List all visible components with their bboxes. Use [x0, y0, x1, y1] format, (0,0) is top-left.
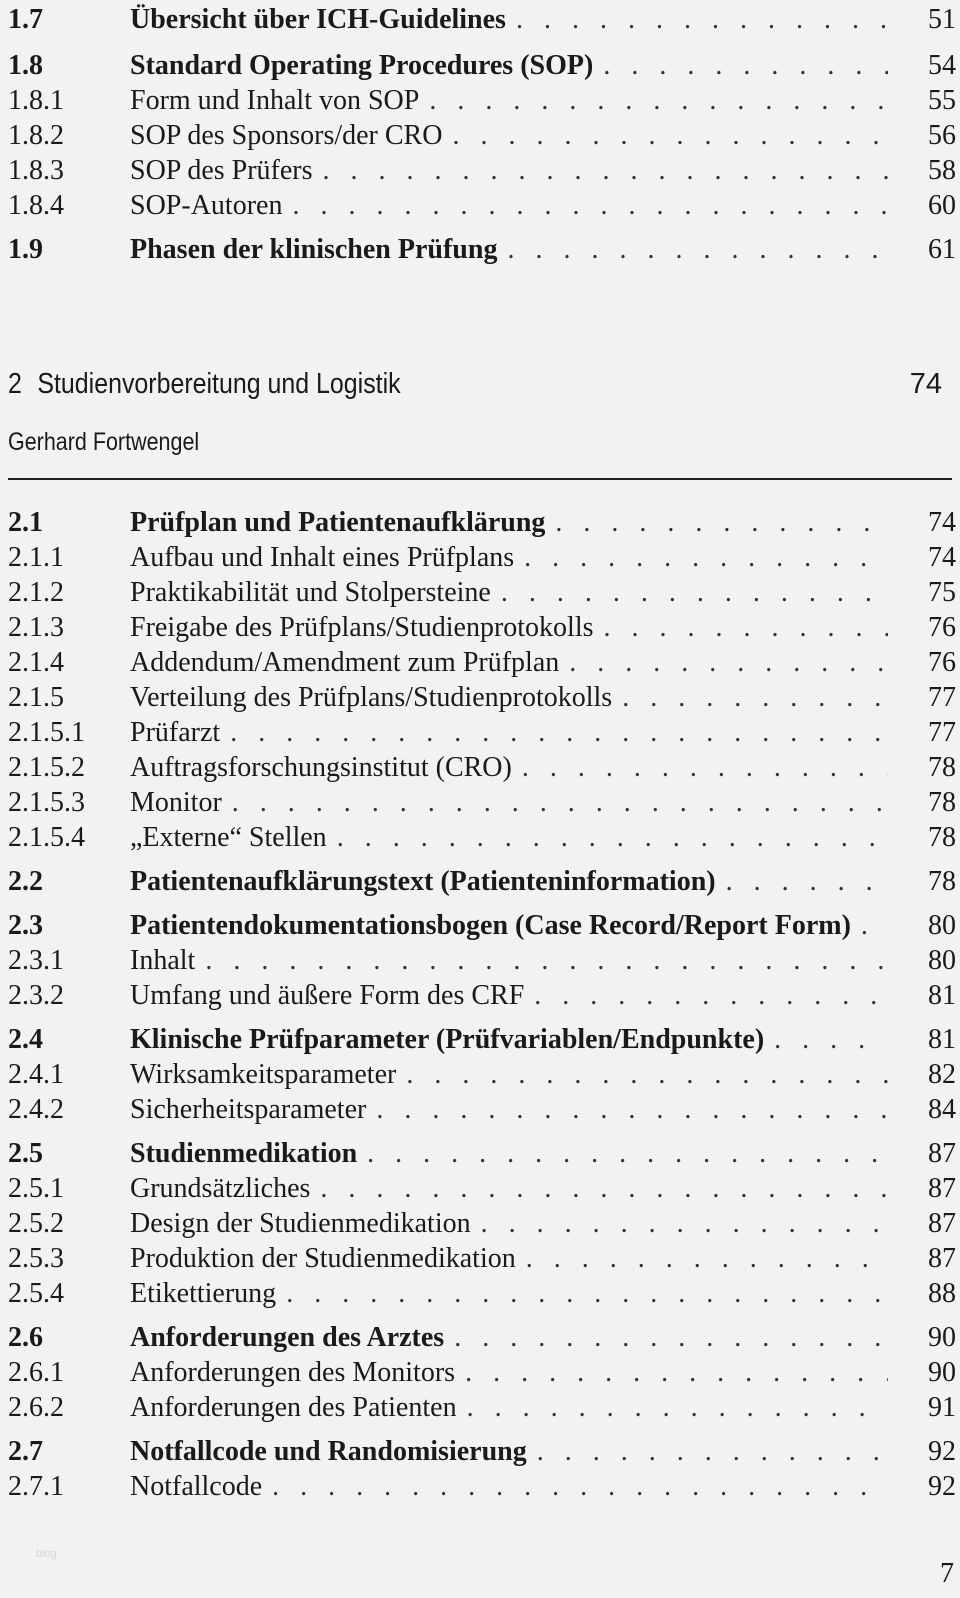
- toc-entry-page: 82: [928, 1059, 956, 1090]
- toc-entry[interactable]: [0, 232, 960, 268]
- dot-leader: [516, 2, 888, 38]
- toc-entry-number: 2.3: [8, 910, 43, 941]
- chapter-number: 2: [8, 368, 22, 400]
- chapter-author: Gerhard Fortwengel: [8, 428, 200, 456]
- toc-entry-page: 87: [928, 1138, 956, 1169]
- dot-leader: [230, 715, 888, 751]
- toc-entry[interactable]: [0, 820, 960, 856]
- toc-entry-number: 2.1.5.4: [8, 822, 85, 853]
- toc-entry-title: Notfallcode und Randomisierung: [130, 1436, 527, 1467]
- toc-entry-title: Verteilung des Prüfplans/Studienprotokolls: [130, 682, 613, 713]
- toc-entry-number: 2.5.2: [8, 1208, 64, 1239]
- toc-entry-number: 2.6.2: [8, 1392, 64, 1423]
- toc-entry[interactable]: [0, 1320, 960, 1356]
- dot-leader: [603, 48, 888, 84]
- toc-entry-number: 2.5.3: [8, 1243, 64, 1274]
- toc-entry-number: 1.9: [8, 234, 43, 265]
- dot-leader: [774, 1022, 888, 1058]
- toc-entry-number: 2.6: [8, 1322, 43, 1353]
- toc-entry-title: Prüfarzt: [130, 717, 221, 748]
- toc-entry-number: 2.3.1: [8, 945, 64, 976]
- toc-entry[interactable]: [0, 715, 960, 751]
- toc-entry-number: 1.8.1: [8, 85, 64, 116]
- toc-entry[interactable]: [0, 1022, 960, 1058]
- toc-entry-title: Sicherheitsparameter: [130, 1094, 367, 1125]
- toc-entry[interactable]: [0, 505, 960, 541]
- toc-entry-title: Patientendokumentationsbogen (Case Record/Report Form): [130, 910, 851, 941]
- dot-leader: [376, 1092, 888, 1128]
- toc-entry-page: 51: [928, 4, 956, 35]
- toc-entry[interactable]: [0, 1355, 960, 1391]
- toc-entry-title: Klinische Prüfparameter (Prüfvariablen/Endpunkte): [130, 1024, 765, 1055]
- toc-entry-title: Wirksamkeitsparameter: [130, 1059, 397, 1090]
- dot-leader: [320, 1171, 888, 1207]
- toc-entry-title: SOP des Prüfers: [130, 155, 313, 186]
- toc-entry-title: Anforderungen des Monitors: [130, 1357, 456, 1388]
- toc-entry-title: Auftragsforschungsinstitut (CRO): [130, 752, 512, 783]
- toc-entry[interactable]: [0, 188, 960, 224]
- dot-leader: [555, 505, 888, 541]
- toc-entry-page: 58: [928, 155, 956, 186]
- toc-entry-title: Grundsätzliches: [130, 1173, 311, 1204]
- dot-leader: [507, 232, 888, 268]
- dot-leader: [429, 83, 888, 119]
- toc-entry-title: Patientenaufklärungstext (Patienteninformation): [130, 866, 716, 897]
- toc-entry-page: 87: [928, 1208, 956, 1239]
- toc-entry-page: 60: [928, 190, 956, 221]
- toc-entry-title: Anforderungen des Patienten: [130, 1392, 457, 1423]
- toc-entry[interactable]: [0, 575, 960, 611]
- toc-entry[interactable]: [0, 864, 960, 900]
- toc-entry-page: 74: [928, 507, 956, 538]
- toc-entry[interactable]: [0, 908, 960, 944]
- chapter-page: 74: [909, 368, 942, 400]
- toc-entry-title: Übersicht über ICH-Guidelines: [130, 4, 506, 35]
- toc-entry-title: Phasen der klinischen Prüfung: [130, 234, 498, 265]
- dot-leader: [286, 1276, 888, 1312]
- toc-entry-title: SOP des Sponsors/der CRO: [130, 120, 443, 151]
- toc-entry-number: 2.1: [8, 507, 43, 538]
- dot-leader: [501, 575, 888, 611]
- toc-entry-number: 2.3.2: [8, 980, 64, 1011]
- toc-entry-title: Produktion der Studienmedikation: [130, 1243, 516, 1274]
- toc-entry-title: Monitor: [130, 787, 222, 818]
- toc-entry-number: 1.8.2: [8, 120, 64, 151]
- toc-entry-page: 84: [928, 1094, 956, 1125]
- toc-entry[interactable]: [0, 645, 960, 681]
- toc-entry-number: 2.2: [8, 866, 43, 897]
- toc-entry-page: 78: [928, 752, 956, 783]
- toc-entry-number: 2.1.4: [8, 647, 64, 678]
- toc-entry[interactable]: [0, 1469, 960, 1505]
- toc-entry-page: 80: [928, 910, 956, 941]
- horizontal-rule: [8, 478, 952, 480]
- toc-entry-title: Form und Inhalt von SOP: [130, 85, 420, 116]
- toc-entry-number: 1.7: [8, 4, 43, 35]
- toc-entry-page: 87: [928, 1243, 956, 1274]
- toc-entry-page: 90: [928, 1322, 956, 1353]
- toc-entry-number: 2.4.2: [8, 1094, 64, 1125]
- toc-entry[interactable]: [0, 1390, 960, 1426]
- toc-entry-page: 87: [928, 1173, 956, 1204]
- toc-entry[interactable]: [0, 680, 960, 716]
- toc-entry-page: 92: [928, 1436, 956, 1467]
- dot-leader: [622, 680, 888, 716]
- toc-entry-number: 2.7.1: [8, 1471, 64, 1502]
- toc-entry-number: 2.4: [8, 1024, 43, 1055]
- dot-leader: [337, 820, 888, 856]
- toc-entry[interactable]: [0, 1276, 960, 1312]
- toc-entry-page: 76: [928, 612, 956, 643]
- dot-leader: [467, 1390, 888, 1426]
- toc-entry-page: 92: [928, 1471, 956, 1502]
- toc-entry[interactable]: [0, 1241, 960, 1277]
- toc-entry-page: 77: [928, 717, 956, 748]
- toc-entry-number: 2.1.2: [8, 577, 64, 608]
- dot-leader: [367, 1136, 888, 1172]
- dot-leader: [205, 943, 888, 979]
- toc-entry[interactable]: [0, 785, 960, 821]
- toc-entry[interactable]: [0, 540, 960, 576]
- dot-leader: [272, 1469, 888, 1505]
- dot-leader: [526, 1241, 888, 1277]
- toc-entry-title: „Externe“ Stellen: [130, 822, 327, 853]
- dot-leader: [569, 645, 888, 681]
- toc-entry-number: 2.6.1: [8, 1357, 64, 1388]
- toc-entry-page: 90: [928, 1357, 956, 1388]
- toc-entry-number: 1.8.4: [8, 190, 64, 221]
- toc-entry-title: SOP-Autoren: [130, 190, 283, 221]
- toc-entry-title: Prüfplan und Patientenaufklärung: [130, 507, 546, 538]
- toc-entry[interactable]: [0, 1434, 960, 1470]
- toc-entry-title: Addendum/Amendment zum Prüfplan: [130, 647, 560, 678]
- toc-entry-page: 76: [928, 647, 956, 678]
- toc-entry-page: 78: [928, 866, 956, 897]
- toc-entry-page: 74: [928, 542, 956, 573]
- toc-entry-title: Aufbau und Inhalt eines Prüfplans: [130, 542, 515, 573]
- dot-leader: [726, 864, 888, 900]
- toc-entry-title: Etikettierung: [130, 1278, 277, 1309]
- toc-entry-number: 2.5.4: [8, 1278, 64, 1309]
- toc-entry[interactable]: [0, 943, 960, 979]
- toc-entry-number: 2.1.5: [8, 682, 64, 713]
- toc-entry-page: 78: [928, 787, 956, 818]
- toc-entry-page: 81: [928, 1024, 956, 1055]
- toc-entry[interactable]: [0, 1171, 960, 1207]
- dot-leader: [604, 610, 888, 646]
- dot-leader: [522, 750, 888, 786]
- toc-entry-page: 56: [928, 120, 956, 151]
- toc-entry[interactable]: [0, 1057, 960, 1093]
- dot-leader: [861, 908, 888, 944]
- toc-entry[interactable]: [0, 750, 960, 786]
- toc-entry[interactable]: [0, 153, 960, 189]
- toc-entry-page: 61: [928, 234, 956, 265]
- dot-leader: [323, 153, 888, 189]
- toc-entry-number: 2.5: [8, 1138, 43, 1169]
- chapter-heading: [8, 368, 954, 401]
- toc-entry-title: Studienmedikation: [130, 1138, 358, 1169]
- toc-entry-title: Standard Operating Procedures (SOP): [130, 50, 594, 81]
- toc-entry-page: 80: [928, 945, 956, 976]
- chapter-title: Studienvorbereitung und Logistik: [37, 368, 401, 400]
- toc-entry-title: Praktikabilität und Stolpersteine: [130, 577, 491, 608]
- toc-entry-number: 2.1.5.1: [8, 717, 85, 748]
- section-divider: [0, 290, 960, 291]
- toc-entry[interactable]: [0, 1136, 960, 1172]
- toc-entry-title: Notfallcode: [130, 1471, 263, 1502]
- toc-entry-page: 91: [928, 1392, 956, 1423]
- toc-entry-title: Anforderungen des Arztes: [130, 1322, 445, 1353]
- toc-entry[interactable]: [0, 1092, 960, 1128]
- toc-entry[interactable]: [0, 83, 960, 119]
- toc-entry[interactable]: [0, 2, 960, 38]
- toc-entry-title: Design der Studienmedikation: [130, 1208, 471, 1239]
- toc-entry-page: 75: [928, 577, 956, 608]
- toc-entry[interactable]: [0, 48, 960, 84]
- toc-entry-page: 88: [928, 1278, 956, 1309]
- dot-leader: [537, 1434, 888, 1470]
- watermark: blog: [36, 1548, 57, 1560]
- toc-entry-number: 2.5.1: [8, 1173, 64, 1204]
- toc-entry-title: Umfang und äußere Form des CRF: [130, 980, 525, 1011]
- dot-leader: [454, 1320, 888, 1356]
- page-number: 7: [940, 1558, 954, 1589]
- toc-entry[interactable]: [0, 1206, 960, 1242]
- toc-entry-number: 2.1.1: [8, 542, 64, 573]
- toc-entry-number: 2.1.5.2: [8, 752, 85, 783]
- toc-entry-number: 2.7: [8, 1436, 43, 1467]
- toc-entry[interactable]: [0, 118, 960, 154]
- dot-leader: [232, 785, 888, 821]
- dot-leader: [452, 118, 888, 154]
- toc-entry[interactable]: [0, 610, 960, 646]
- dot-leader: [524, 540, 888, 576]
- toc-entry-title: Freigabe des Prüfplans/Studienprotokolls: [130, 612, 594, 643]
- toc-entry-number: 1.8: [8, 50, 43, 81]
- toc-entry[interactable]: [0, 978, 960, 1014]
- toc-entry-page: 81: [928, 980, 956, 1011]
- toc-entry-number: 1.8.3: [8, 155, 64, 186]
- toc-entry-number: 2.1.3: [8, 612, 64, 643]
- dot-leader: [465, 1355, 888, 1391]
- dot-leader: [481, 1206, 888, 1242]
- toc-entry-title: Inhalt: [130, 945, 196, 976]
- toc-entry-page: 78: [928, 822, 956, 853]
- dot-leader: [406, 1057, 888, 1093]
- dot-leader: [534, 978, 888, 1014]
- dot-leader: [292, 188, 888, 224]
- toc-entry-number: 2.1.5.3: [8, 787, 85, 818]
- toc-entry-page: 55: [928, 85, 956, 116]
- toc-entry-page: 54: [928, 50, 956, 81]
- toc-entry-page: 77: [928, 682, 956, 713]
- toc-entry-number: 2.4.1: [8, 1059, 64, 1090]
